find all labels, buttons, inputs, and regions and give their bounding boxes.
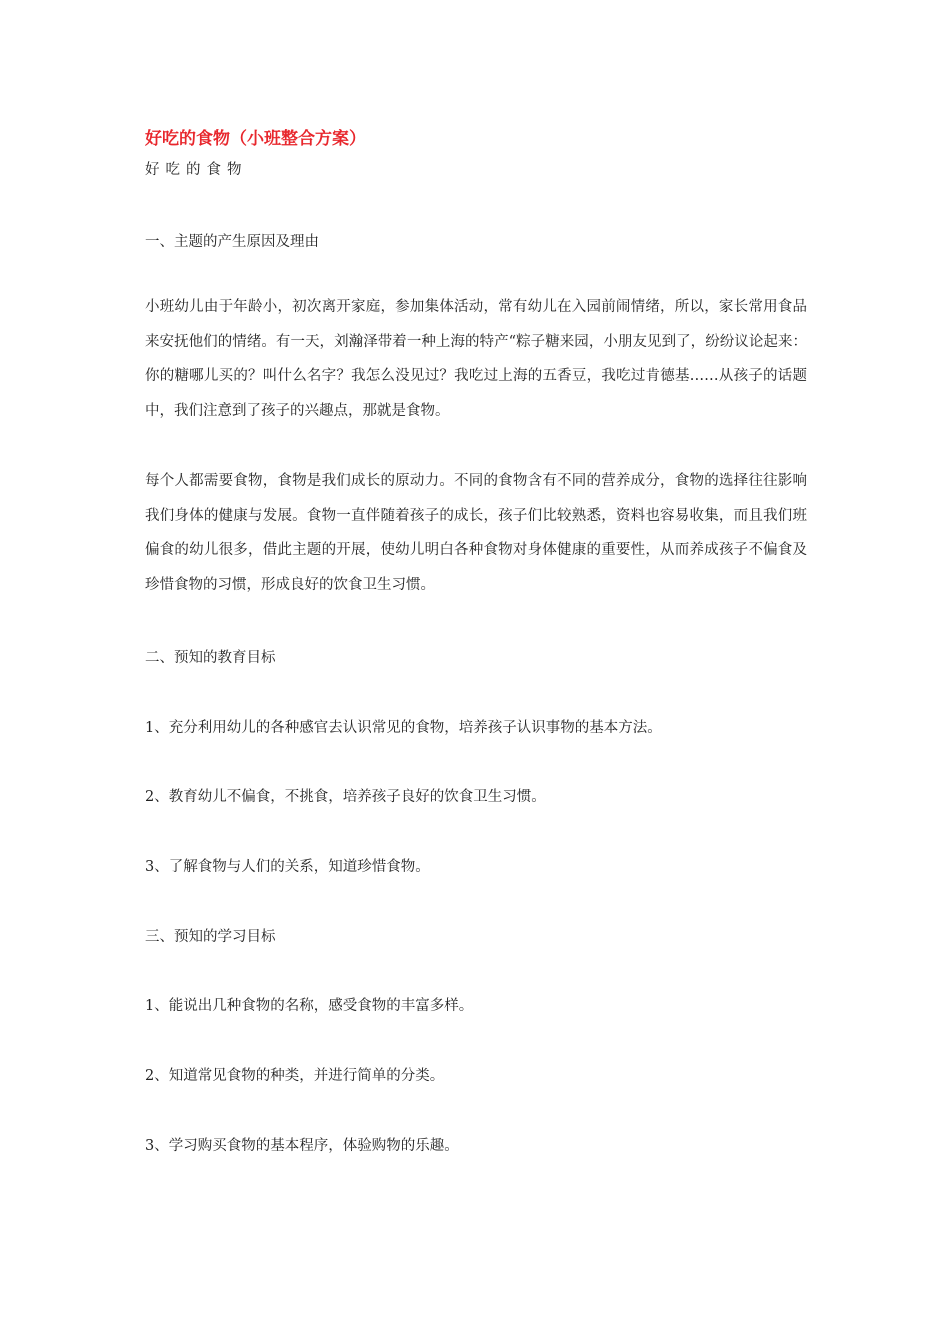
document-subtitle: 好吃的食物	[145, 162, 248, 178]
section1-paragraph-1: 小班幼儿由于年龄小，初次离开家庭，参加集体活动，常有幼儿在入园前闹情绪，所以，家长常用食品来安抚他们的情绪。有一天，刘瀚泽带着一种上海的特产“粽子糖来园，小朋友见到了，纷纷议论起来：你的糖哪儿买的？叫什么名字？我怎么没见过？我吃过上海的五香豆，我吃过肯德基……从孩子的话题中，我们注意到了孩子的兴趣点，那就是食物。	[145, 299, 807, 419]
section2-item-1: 1、充分利用幼儿的各种感官去认识常见的食物，培养孩子认识事物的基本方法。	[145, 720, 662, 736]
section2-item-2: 2、教育幼儿不偏食，不挑食，培养孩子良好的饮食卫生习惯。	[145, 789, 546, 805]
section3-item-3: 3、学习购买食物的基本程序，体验购物的乐趣。	[145, 1138, 459, 1154]
section2-heading: 二、预知的教育目标	[145, 650, 276, 666]
section3-item-2: 2、知道常见食物的种类，并进行简单的分类。	[145, 1068, 445, 1084]
section3-heading: 三、预知的学习目标	[145, 929, 276, 945]
document-title: 好吃的食物（小班整合方案）	[145, 129, 366, 149]
section2-item-3: 3、了解食物与人们的关系，知道珍惜食物。	[145, 859, 430, 875]
section1-heading: 一、主题的产生原因及理由	[145, 234, 319, 250]
section3-item-1: 1、能说出几种食物的名称，感受食物的丰富多样。	[145, 998, 474, 1014]
section1-paragraph-2: 每个人都需要食物，食物是我们成长的原动力。不同的食物含有不同的营养成分，食物的选择往往影响我们身体的健康与发展。食物一直伴随着孩子的成长，孩子们比较熟悉，资料也容易收集，而且我们班偏食的幼儿很多，借此主题的开展，使幼儿明白各种食物对身体健康的重要性，从而养成孩子不偏食及珍惜食物的习惯，形成良好的饮食卫生习惯。	[145, 473, 807, 593]
